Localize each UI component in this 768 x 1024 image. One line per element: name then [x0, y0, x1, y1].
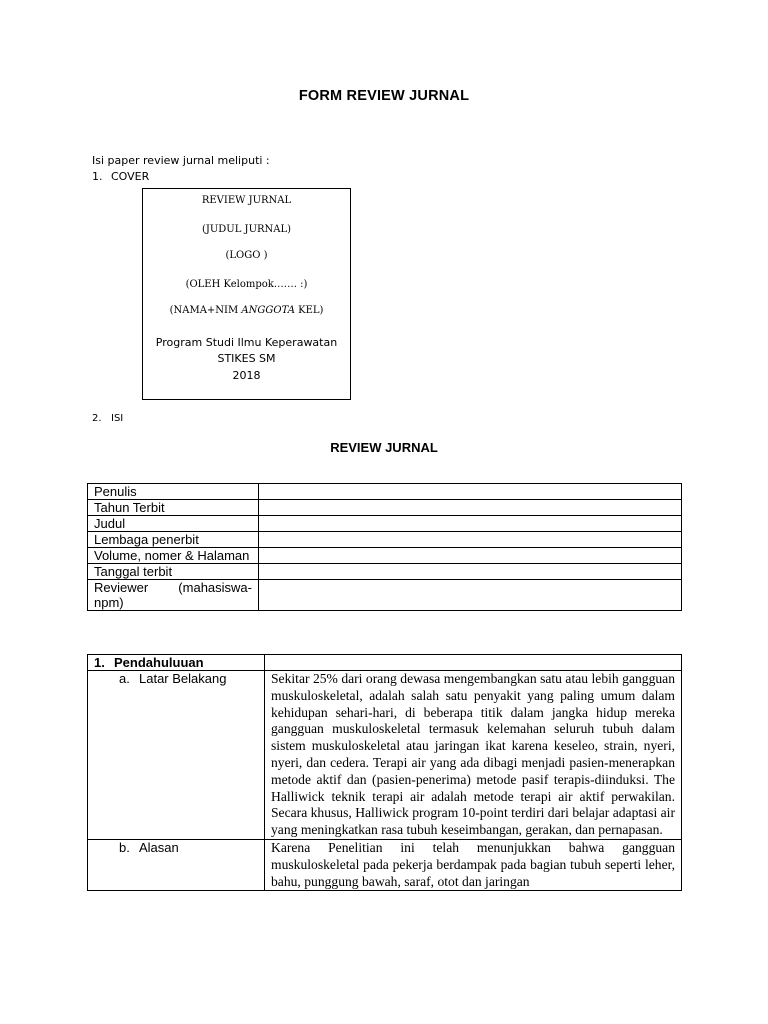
- table-row: [88, 564, 682, 580]
- cover-judul-jurnal: (JUDUL JURNAL): [201, 224, 292, 235]
- section-header-value: [265, 655, 682, 671]
- list-label: COVER: [111, 170, 150, 183]
- cover-review-jurnal: REVIEW JURNAL: [201, 195, 292, 206]
- cover-oleh-kelompok: (OLEH Kelompok……. :): [185, 279, 308, 290]
- list-item-isi: [92, 413, 123, 424]
- review-content-table: [87, 654, 682, 891]
- row-content: Sekitar 25% dari orang dewasa mengembangkan satu atau lebih gangguan muskuloskeletal, adalah salah satu penyakit yang paling umum dalam kehidupan sehari-hari, di beberapa titik dalam jangka hidup mereka gangguan muskuloskeletal termasuk kelemahan seluruh tubuh dalam sistem muskuloskeletal atau jaringan ikat karena keseleo, strain, nyeri, nyeri, dan cedera. Terapi air yang ada dibagi menjadi pasien-menerapkan metode aktif dan (pasien-penerima) metode pasif terapis-diinduksi. The Halliwick teknik terapi air adalah metode terapi air aktif perwakilan. Secara khusus, Halliwick program 10-point terdiri dari belajar adaptasi air yang meningkatkan rasa tubuh keseimbangan, gerakan, dan pernapasan.: [265, 671, 682, 840]
- table-row: [88, 580, 682, 611]
- section-header: [88, 655, 265, 671]
- cover-nama-post: KEL): [294, 305, 324, 316]
- cover-nama-nim: [143, 305, 350, 316]
- table-row: [88, 655, 682, 671]
- table-row: [88, 484, 682, 500]
- row-letter: a.: [119, 671, 130, 686]
- cover-template-box: [142, 188, 351, 400]
- list-number: 2.: [92, 413, 102, 424]
- row-label: Alasan: [139, 839, 179, 855]
- section-number: 1.: [94, 655, 105, 670]
- cover-institution: STIKES SM: [217, 352, 276, 365]
- table-row: [88, 500, 682, 516]
- table-row: [88, 671, 682, 840]
- row-letter: b.: [119, 839, 130, 855]
- table-row: [88, 548, 682, 564]
- row-label: Latar Belakang: [139, 671, 227, 686]
- intro-text: Isi paper review jurnal meliputi :: [92, 154, 270, 167]
- info-value[interactable]: [259, 516, 682, 532]
- info-label: Judul: [88, 516, 259, 532]
- info-label: Volume, nomer & Halaman: [88, 548, 259, 564]
- table-row: [88, 516, 682, 532]
- info-value[interactable]: [259, 564, 682, 580]
- review-title: REVIEW JURNAL: [330, 440, 438, 455]
- cover-logo: (LOGO ): [225, 250, 268, 261]
- info-value[interactable]: [259, 548, 682, 564]
- info-label: Reviewer (mahasiswa-npm): [88, 580, 259, 611]
- row-label-cell: [88, 671, 265, 840]
- list-number: 1.: [92, 170, 103, 183]
- cover-nama-pre: (NAMA+NIM: [169, 305, 242, 316]
- table-row: [88, 839, 682, 890]
- info-value[interactable]: [259, 580, 682, 611]
- info-label: Tanggal terbit: [88, 564, 259, 580]
- cover-year: 2018: [232, 369, 261, 382]
- row-content: Karena Penelitian ini telah menunjukkan bahwa gangguan muskuloskeletal pada pekerja berdampak pada bagian tubuh seperti leher, bahu, punggung bawah, saraf, otot dan jaringan: [265, 839, 682, 890]
- journal-info-table: [87, 483, 682, 611]
- page-title: FORM REVIEW JURNAL: [298, 88, 470, 104]
- table-row: [88, 532, 682, 548]
- cover-nama-italic: ANGGOTA: [241, 305, 295, 316]
- cover-program-studi: Program Studi Ilmu Keperawatan: [155, 336, 338, 349]
- row-label-cell: [88, 839, 265, 890]
- info-label: Penulis: [88, 484, 259, 500]
- info-label: Tahun Terbit: [88, 500, 259, 516]
- section-title: Pendahuluuan: [114, 655, 204, 670]
- info-label: Lembaga penerbit: [88, 532, 259, 548]
- info-value[interactable]: [259, 532, 682, 548]
- info-value[interactable]: [259, 500, 682, 516]
- list-item-cover: [92, 170, 149, 183]
- info-value[interactable]: [259, 484, 682, 500]
- list-label: ISI: [111, 413, 124, 424]
